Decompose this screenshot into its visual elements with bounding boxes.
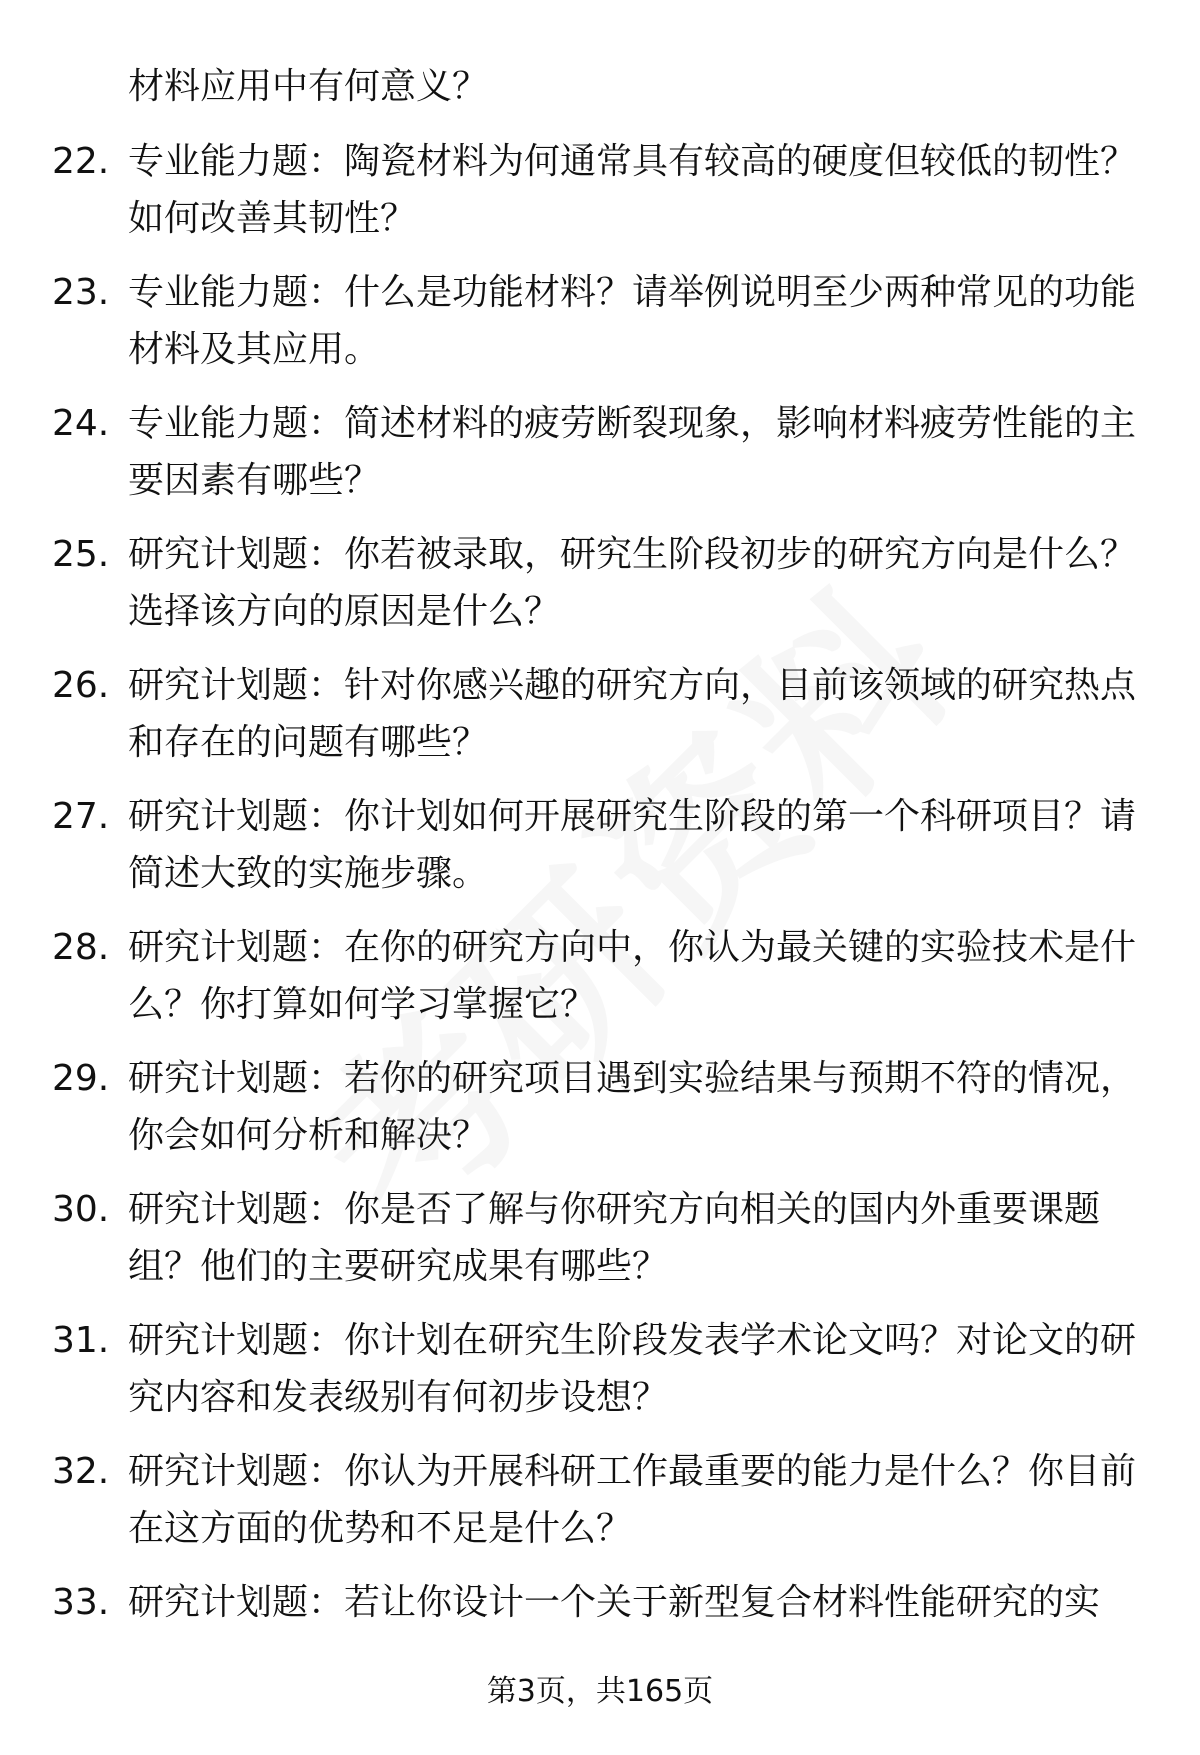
question-text-line: 研究计划题：在你的研究方向中，你认为最关键的实验技术是什 [128, 927, 1137, 968]
question-text-line: 材料及其应用。 [128, 329, 381, 370]
question-text-line: 专业能力题：简述材料的疲劳断裂现象，影响材料疲劳性能的主 [128, 403, 1137, 444]
question-item [0, 1312, 1200, 1426]
question-text-line: 研究计划题：你计划在研究生阶段发表学术论文吗？对论文的研 [128, 1320, 1137, 1361]
question-text-line: 研究计划题：你认为开展科研工作最重要的能力是什么？你目前 [128, 1451, 1137, 1492]
question-text-line: 么？你打算如何学习掌握它？ [128, 984, 597, 1025]
question-text-line: 研究计划题：若让你设计一个关于新型复合材料性能研究的实 [128, 1582, 1101, 1623]
question-item [0, 1050, 1200, 1164]
question-text [128, 526, 1138, 640]
question-item [0, 264, 1200, 378]
question-number: 23. [52, 272, 110, 313]
question-number: 28. [52, 927, 110, 968]
question-text [128, 264, 1138, 378]
question-text-line: 研究计划题：若你的研究项目遇到实验结果与预期不符的情况， [128, 1058, 1137, 1099]
question-item [0, 657, 1200, 771]
question-number: 30. [52, 1189, 110, 1230]
question-text [128, 1443, 1138, 1557]
question-number: 26. [52, 665, 110, 706]
question-number: 32. [52, 1451, 110, 1492]
question-number: 24. [52, 403, 110, 444]
question-text-line: 在这方面的优势和不足是什么？ [128, 1508, 633, 1549]
question-text-line: 专业能力题：陶瓷材料为何通常具有较高的硬度但较低的韧性？ [128, 141, 1137, 182]
question-number: 22. [52, 141, 110, 182]
question-item [0, 133, 1200, 247]
question-text-line: 你会如何分析和解决？ [128, 1115, 489, 1156]
question-item [0, 1181, 1200, 1295]
question-item [0, 1443, 1200, 1557]
question-item [0, 919, 1200, 1033]
question-text-line: 究内容和发表级别有何初步设想？ [128, 1377, 669, 1418]
question-text [128, 1574, 1138, 1631]
question-text [128, 1181, 1138, 1295]
question-text [128, 788, 1138, 902]
question-number: 33. [52, 1582, 110, 1623]
question-number: 31. [52, 1320, 110, 1361]
question-number: 27. [52, 796, 110, 837]
question-text-line: 和存在的问题有哪些？ [128, 722, 489, 763]
question-text [128, 133, 1138, 247]
question-text [128, 1312, 1138, 1426]
question-item [0, 1574, 1200, 1688]
page-footer: 第3页，共165页 [486, 1674, 714, 1709]
question-text-line: 研究计划题：你是否了解与你研究方向相关的国内外重要课题 [128, 1189, 1101, 1230]
question-list [0, 133, 1200, 1705]
question-item [0, 788, 1200, 902]
question-number: 29. [52, 1058, 110, 1099]
question-text-line: 如何改善其韧性？ [128, 198, 417, 239]
question-text-line: 研究计划题：针对你感兴趣的研究方向，目前该领域的研究热点 [128, 665, 1137, 706]
question-text [128, 919, 1138, 1033]
question-item [0, 526, 1200, 640]
question-text-line: 研究计划题：你若被录取，研究生阶段初步的研究方向是什么？ [128, 534, 1137, 575]
question-text-line: 组？他们的主要研究成果有哪些？ [128, 1246, 669, 1287]
question-text [128, 1050, 1138, 1164]
question-text-line: 要因素有哪些？ [128, 460, 381, 501]
question-text [128, 395, 1138, 509]
carryover-text: 材料应用中有何意义？ [128, 66, 489, 107]
question-item [0, 395, 1200, 509]
question-text-line: 专业能力题：什么是功能材料？请举例说明至少两种常见的功能 [128, 272, 1137, 313]
question-text-line: 研究计划题：你计划如何开展研究生阶段的第一个科研项目？请 [128, 796, 1137, 837]
question-number: 25. [52, 534, 110, 575]
question-text-line: 简述大致的实施步骤。 [128, 853, 489, 894]
question-text-line: 选择该方向的原因是什么？ [128, 591, 561, 632]
question-text [128, 657, 1138, 771]
